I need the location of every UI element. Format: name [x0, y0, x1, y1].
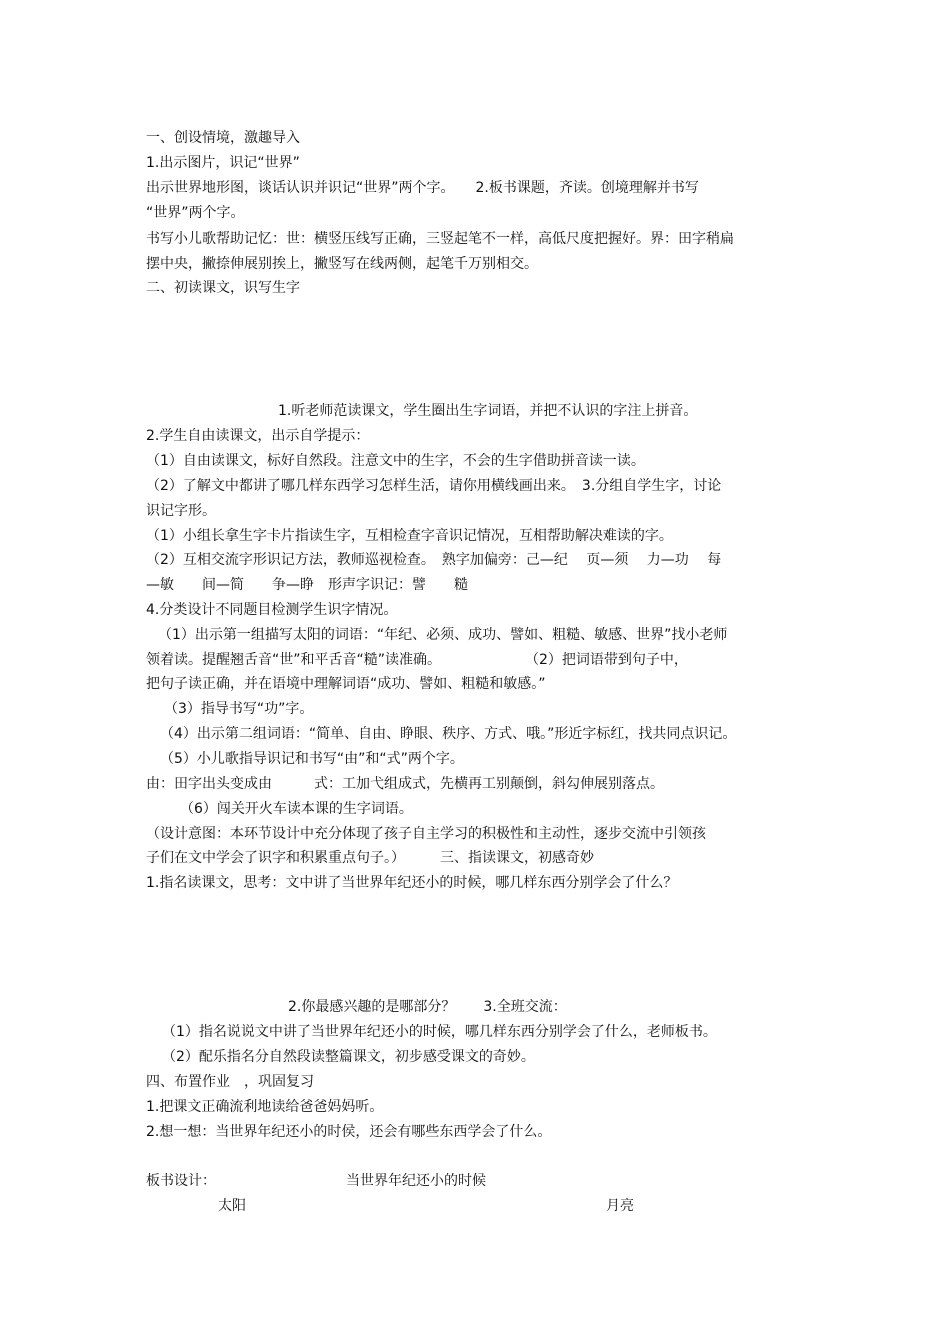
text-line: 领着读。提醒翘舌音“世”和平舌音“糙”读准确。 （2）把词语带到句子中， [146, 652, 688, 668]
board-design-right: 月亮 [606, 1198, 634, 1214]
text-line: 2.学生自由读课文，出示自学提示： [146, 428, 370, 444]
text-line: （4）出示第二组词语：“简单、自由、睁眼、秩序、方式、哦。”形近字标红，找共同点识记。 [160, 726, 737, 742]
text-line: 识记字形。 [146, 503, 216, 519]
text-line: （2）了解文中都讲了哪几样东西学习怎样生活，请你用横线画出来。 3.分组自学生字，讨论 [146, 478, 722, 494]
text-line: （3）指导书写“功”字。 [164, 701, 314, 717]
text-line: 子们在文中学会了识字和积累重点句子。） 三、指读课文，初感奇妙 [146, 850, 594, 866]
text-line: （1）指名说说文中讲了当世界年纪还小的时候，哪几样东西分别学会了什么，老师板书。 [162, 1024, 717, 1040]
text-line: “世界”两个字。 [146, 205, 245, 221]
board-design-label: 板书设计： [146, 1173, 216, 1189]
text-line: 4.分类设计不同题目检测学生识字情况。 [146, 602, 398, 618]
text-line: 书写小儿歌帮助记忆：世：横竖压线写正确，三竖起笔不一样，高低尺度把握好。界：田字稍扁 [146, 231, 734, 247]
text-line: 1.把课文正确流利地读给爸爸妈妈听。 [146, 1099, 384, 1115]
text-line: （2）互相交流字形识记方法，教师巡视检查。 熟字加偏旁：己—纪 页—须 力—功 每 [146, 552, 722, 568]
text-line: 把句子读正确，并在语境中理解词语“成功、譬如、粗糙和敏感。” [146, 676, 546, 692]
text-line: 出示世界地形图，谈话认识并识记“世界”两个字。 2.板书课题，齐读。创境理解并书写 [146, 180, 699, 196]
text-line: 2.你最感兴趣的是哪部分？ 3.全班交流： [288, 999, 567, 1015]
text-line: 1.指名读课文，思考：文中讲了当世界年纪还小的时候，哪几样东西分别学会了什么？ [146, 875, 678, 891]
text-line: 1.听老师范读课文，学生圈出生字词语，并把不认识的字注上拼音。 [278, 403, 698, 419]
text-line: （6）闯关开火车读本课的生字词语。 [180, 801, 413, 817]
board-design-title: 当世界年纪还小的时候 [346, 1173, 486, 1189]
text-line: 2.想一想：当世界年纪还小的时侯，还会有哪些东西学会了什么。 [146, 1124, 552, 1140]
text-line: （2）配乐指名分自然段读整篇课文，初步感受课文的奇妙。 [162, 1049, 535, 1065]
text-line: 1.出示图片，识记“世界” [146, 155, 300, 171]
heading-section-1: 一、创设情境，激趣导入 [146, 130, 300, 146]
text-line: （1）自由读课文，标好自然段。注意文中的生字，不会的生字借助拼音读一读。 [146, 453, 645, 469]
heading-section-2: 二、初读课文，识写生字 [146, 280, 300, 296]
text-line: （1）出示第一组描写太阳的词语：“年纪、必须、成功、譬如、粗糙、敏感、世界”找小老师 [158, 627, 728, 643]
text-line: （设计意图：本环节设计中充分体现了孩子自主学习的积极性和主动性，逐步交流中引领孩 [146, 826, 706, 842]
text-line: （1）小组长拿生字卡片指读生字，互相检查字音识记情况，互相帮助解决难读的字。 [146, 528, 673, 544]
heading-section-4: 四、布置作业 ，巩固复习 [146, 1074, 314, 1090]
text-line: （5）小儿歌指导识记和书写“由”和“式”两个字。 [160, 751, 464, 767]
text-line: 摆中央，撇捺伸展别挨上，撇竖写在线两侧，起笔千万别相交。 [146, 256, 538, 272]
text-line: —敏 间—简 争—睁 形声字识记：譬 糙 [146, 577, 468, 593]
text-line: 由：田字出头变成由 式：工加弋组成式，先横再工别颠倒，斜勾伸展别落点。 [146, 776, 664, 792]
board-design-left: 太阳 [218, 1198, 246, 1214]
